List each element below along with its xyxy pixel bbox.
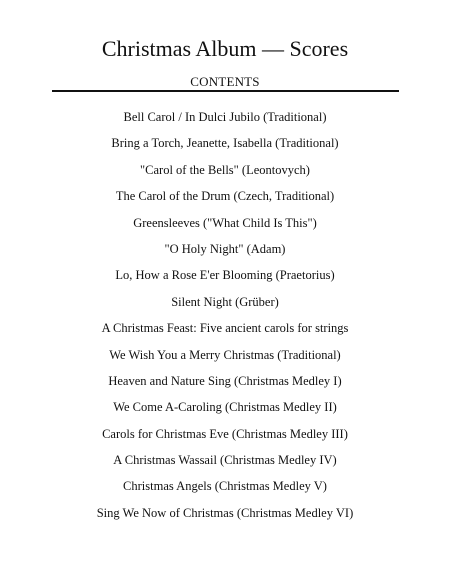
contents-item: We Wish You a Merry Christmas (Traditional) (109, 347, 341, 362)
contents-item: "Carol of the Bells" (Leontovych) (140, 162, 310, 177)
document-title: Christmas Album — Scores (101, 36, 349, 61)
contents-item: Sing We Now of Christmas (Christmas Medley VI) (96, 505, 354, 520)
contents-item: "O Holy Night" (Adam) (164, 241, 286, 256)
contents-item: Lo, How a Rose E'er Blooming (Praetorius) (115, 268, 335, 283)
contents-item: Carols for Christmas Eve (Christmas Medley III) (102, 426, 348, 441)
contents-item: Bell Carol / In Dulci Jubilo (Traditional) (123, 110, 327, 124)
contents-list (0, 108, 450, 530)
contents-item: Bring a Torch, Jeanette, Isabella (Traditional) (111, 136, 339, 151)
contents-item: We Come A-Caroling (Christmas Medley II) (113, 400, 337, 415)
contents-item: The Carol of the Drum (Czech, Traditional) (115, 189, 335, 204)
contents-item: Silent Night (Grüber) (171, 294, 279, 309)
heading-divider (52, 90, 399, 92)
contents-item: Heaven and Nature Sing (Christmas Medley I) (108, 373, 342, 388)
contents-item: A Christmas Feast: Five ancient carols for strings (101, 321, 349, 336)
contents-item: Christmas Angels (Christmas Medley V) (123, 479, 327, 494)
contents-item: A Christmas Wassail (Christmas Medley IV) (113, 453, 337, 468)
contents-item: Greensleeves ("What Child Is This") (133, 215, 317, 230)
contents-heading: CONTENTS (190, 74, 260, 89)
